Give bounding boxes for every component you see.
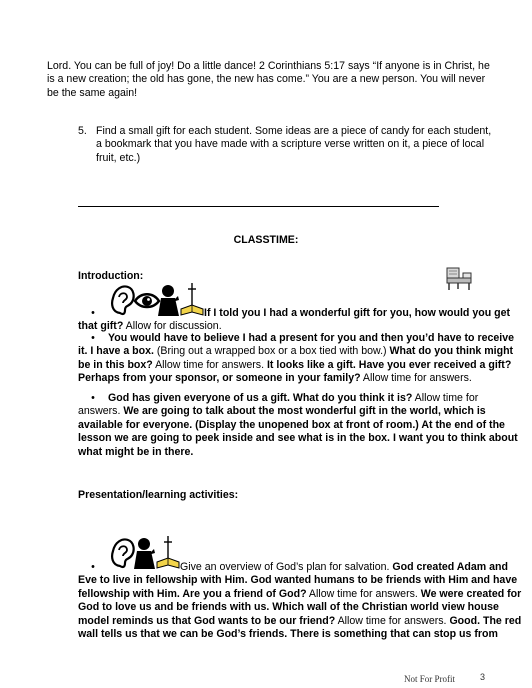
footer-text: Not For Profit	[404, 674, 456, 684]
bullet-glyph: •	[91, 307, 95, 319]
bullet-glyph: •	[91, 561, 95, 573]
list-item-5	[78, 125, 498, 165]
bullet-text: (Bring out a wrapped box or a box tied with bow.)	[153, 345, 390, 358]
bullet-text: Allow time for answers.	[335, 614, 450, 627]
bullet-item-1	[78, 307, 523, 334]
bullet-text: Allow time for answers.	[152, 358, 267, 371]
eye-icon	[135, 294, 159, 307]
bullet-glyph: •	[91, 332, 95, 344]
list-number: 5.	[78, 125, 87, 137]
classtime-heading: CLASSTIME:	[233, 234, 299, 246]
introduction-heading: Introduction:	[78, 270, 144, 282]
bullet-text: Allow time for answers.	[360, 372, 472, 385]
bullet-item-4	[78, 561, 523, 641]
horizontal-rule	[78, 206, 439, 207]
bullet-bold-text: If I told you I had a wonderful gift for you, how would you get that gift?	[78, 307, 511, 333]
list-item-text: Find a small gift for each student. Some ideas are a piece of candy for each student, a bookmark that you have made with a scripture verse written on it, a piece of local fruit, etc.)	[96, 125, 492, 164]
bullet-bold-text: We were created for God to love us and be friends with us. Which wall of the Christian world view house model reminds us that God wants to be our friend?	[78, 587, 522, 627]
chair-icon	[444, 265, 474, 291]
bullet-text: Give an overview of God’s plan for salvation.	[180, 561, 393, 573]
page-number: 3	[480, 672, 486, 682]
bullet-bold-text: God created Adam and Eve to live in fellowship with Him. God wanted humans to be friends with Him and have fellowship with Him. Are you a friend of God?	[78, 561, 518, 600]
bullet-bold-text: It looks like a gift. Have you ever received a gift? Perhaps from your sponsor, or someone in your family?	[78, 358, 512, 385]
bullet-bold-text: We are going to talk about the most wonderful gift in the world, which is available for everyone. (Display the unopened box at front of room.) At the end of the lesson we are going to peek inside and see what is in the box. I want you to think about what might be in there.	[78, 405, 518, 458]
bullet-text: Allow time for answers.	[306, 587, 421, 600]
bullet-bold-text: God has given everyone of us a gift. What do you think it is?	[108, 392, 413, 404]
bullet-item-2	[78, 332, 523, 386]
bullet-glyph: •	[91, 392, 95, 404]
bullet-text: Allow for discussion.	[123, 320, 222, 333]
bullet-bold-text: What do you think might be in this box?	[78, 345, 514, 371]
presentation-heading: Presentation/learning activities:	[78, 489, 239, 501]
bullet-text: Allow time for answers.	[78, 392, 479, 418]
bullet-bold-text: Good. The red wall tells us that we can be God’s friends. There is something that can stop us from	[78, 614, 522, 641]
bullet-bold-text: You would have to believe I had a present for you and then you’d have to receive it. I have a box.	[78, 332, 514, 358]
intro-paragraph: Lord. You can be full of joy! Do a little dance! 2 Corinthians 5:17 says “If anyone is in Christ, he is a new creation; the old has gone, the new has come.” You are a new person. You will never be the same again!	[47, 60, 490, 99]
bullet-item-3	[78, 392, 523, 459]
